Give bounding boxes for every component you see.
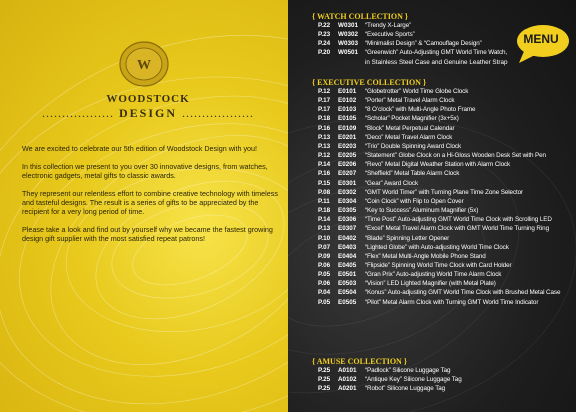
product-code: E0105 <box>338 115 357 123</box>
product-code: E0201 <box>338 133 357 141</box>
product-code: E0404 <box>338 252 357 260</box>
page-number: P.16 <box>318 124 331 132</box>
amuse-list <box>318 366 568 393</box>
product-name: “Gear” Award Clock <box>365 179 419 187</box>
product-code: E0405 <box>338 261 357 269</box>
product-name: “Globetrotter” World Time Globe Clock <box>365 88 469 95</box>
page-number: P.23 <box>318 31 331 39</box>
brand-design-word: DESIGN <box>118 106 177 120</box>
brand-name-line2 <box>28 106 268 121</box>
page-number: P.18 <box>318 115 331 123</box>
page-number: P.15 <box>318 179 331 187</box>
page-number: P.04 <box>318 289 331 297</box>
page-number: P.06 <box>318 280 331 288</box>
product-code: A0201 <box>338 385 357 393</box>
product-code: A0101 <box>338 367 357 374</box>
list-item <box>318 279 568 288</box>
list-item <box>318 133 568 142</box>
page-number: P.25 <box>318 385 331 393</box>
product-code: E0207 <box>338 170 357 178</box>
product-code: E0101 <box>338 88 357 95</box>
page-number: P.13 <box>318 225 331 233</box>
product-name-continued: in Stainless Steel Case and Genuine Leather Strap <box>365 58 508 66</box>
page-number: P.09 <box>318 252 331 260</box>
page-number: P.24 <box>318 40 331 48</box>
page-number: P.13 <box>318 133 331 141</box>
product-name: “Greenwich” Auto-Adjusting GMT World Time Watch, <box>365 49 508 57</box>
product-code: E0205 <box>338 152 357 160</box>
product-code: E0505 <box>338 298 357 306</box>
product-name: “Sheffield” Metal Table Alarm Clock <box>365 170 460 178</box>
product-code: E0402 <box>338 234 357 242</box>
product-name: “Porter” Metal Travel Alarm Clock <box>365 97 455 105</box>
product-name: “Pilot” Metal Alarm Clock with Turning GMT World Time Indicator <box>365 298 539 306</box>
list-item <box>318 39 568 48</box>
dots-right: .................. <box>182 106 254 120</box>
product-code: E0503 <box>338 280 357 288</box>
intro-paragraph-3: They represent our relentless effort to combine creative technology with timeless and tasteful designs. The result is a series of gifts to be appreciated by the recipient for a very long period of time. <box>22 189 278 216</box>
list-item <box>318 252 568 261</box>
page-number: P.25 <box>318 376 331 384</box>
product-name: “GMT World Timer” with Turning Plane Time Zone Selector <box>365 188 524 196</box>
page-number: P.07 <box>318 243 331 251</box>
product-code: E0403 <box>338 243 357 251</box>
list-item <box>318 21 568 30</box>
product-name: “Trio” Double Spinning Award Clock <box>365 142 461 150</box>
list-item <box>318 206 568 215</box>
page-number: P.18 <box>318 207 331 215</box>
menu-label: MENU <box>523 32 559 46</box>
list-item <box>318 270 568 279</box>
page-number: P.12 <box>318 88 331 95</box>
list-item <box>318 188 568 197</box>
list-item <box>318 261 568 270</box>
page-number: P.22 <box>318 22 331 29</box>
intro-text <box>22 144 284 252</box>
product-name: “Flex” Metal Multi-Angle Mobile Phone Stand <box>365 252 486 260</box>
product-code: A0102 <box>338 376 357 384</box>
product-code: E0307 <box>338 225 357 233</box>
executive-list <box>318 87 568 307</box>
page-number: P.06 <box>318 261 331 269</box>
list-item <box>318 234 568 243</box>
page-number: P.14 <box>318 216 331 224</box>
list-item <box>318 96 568 105</box>
svg-text:W: W <box>137 58 151 73</box>
dots-left: .................. <box>41 106 114 120</box>
page-number: P.05 <box>318 298 331 306</box>
section-title-watch: { WATCH COLLECTION } <box>312 12 409 21</box>
product-code: E0501 <box>338 271 357 279</box>
product-name: “Scholar” Pocket Magnifier (3x+5x) <box>365 115 459 123</box>
product-name: “Deco” Metal Travel Alarm Clock <box>365 133 453 141</box>
product-code: E0206 <box>338 161 357 169</box>
list-item <box>318 375 568 384</box>
list-item <box>318 224 568 233</box>
product-name: “Executive Sports” <box>365 31 415 39</box>
product-name: “Excel” Metal Travel Alarm Clock with GMT World Time Turning Ring <box>365 225 549 233</box>
product-code: E0203 <box>338 142 357 150</box>
product-name: “Vision” LED Lighted Magnifier (with Metal Plate) <box>365 280 496 288</box>
page-number: P.20 <box>318 49 331 57</box>
page-number: P.13 <box>318 142 331 150</box>
product-name: “Antique Key” Silicone Luggage Tag <box>365 376 462 384</box>
list-item <box>318 151 568 160</box>
product-name: “Konus” Auto-adjusting GMT World Time Clock with Brushed Metal Case <box>365 289 561 297</box>
page-number: P.14 <box>318 161 331 169</box>
page-number: P.17 <box>318 97 331 105</box>
product-code: E0301 <box>338 179 357 187</box>
product-code: E0306 <box>338 216 357 224</box>
list-item <box>318 114 568 123</box>
product-name: “Robot” Silicone Luggage Tag <box>365 385 446 393</box>
brand-name-line1: WOODSTOCK <box>106 93 190 105</box>
page-number: P.25 <box>318 367 331 374</box>
page-number: P.05 <box>318 271 331 279</box>
product-name: “Padlock” Silicone Luggage Tag <box>365 367 451 374</box>
product-name: “Trendy X-Large” <box>365 22 412 29</box>
list-item <box>318 87 568 96</box>
product-code: E0109 <box>338 124 357 132</box>
page-number: P.12 <box>318 152 331 160</box>
product-name: “Flipside” Spinning World Time Clock with Card Holder <box>365 261 512 269</box>
section-title-executive: { EXECUTIVE COLLECTION } <box>312 78 427 87</box>
intro-paragraph-4: Please take a look and find out by yourself why we became the fastest growing design gift supplier with the most satisfied repeat patrons! <box>22 225 273 243</box>
product-name: “Time Post” Auto-adjusting GMT World Time Clock with Scrolling LED <box>365 216 552 224</box>
product-name: “Statement” Globe Clock on a Hi-Gloss Wooden Desk Set with Pen <box>365 152 546 160</box>
product-name: “8 O’clock” with Multi-Angle Photo Frame <box>365 106 476 114</box>
page-number: P.11 <box>318 197 330 205</box>
intro-paragraph-1: We are excited to celebrate our 5th edition of Woodstock Design with you! <box>22 144 258 153</box>
list-item <box>318 179 568 188</box>
product-name: “Blade” Spinning Letter Opener <box>365 234 450 242</box>
product-name: “Key to Success” Aluminum Magnifier (5x) <box>365 207 479 215</box>
page-number: P.08 <box>318 188 331 196</box>
list-item <box>318 142 568 151</box>
watch-list <box>318 21 568 67</box>
list-item <box>318 160 568 169</box>
product-code: W0301 <box>338 22 358 29</box>
section-title-amuse: { AMUSE COLLECTION } <box>312 357 407 366</box>
list-item <box>318 124 568 133</box>
product-name: “Revo” Metal Digital Weather Station with Alarm Clock <box>365 161 511 169</box>
list-item <box>318 366 568 375</box>
page-number: P.17 <box>318 106 331 114</box>
list-item <box>318 298 568 307</box>
list-item <box>318 197 568 206</box>
product-code: E0304 <box>338 197 357 205</box>
product-code: E0103 <box>338 106 357 114</box>
intro-paragraph-2: In this collection we present to you over 30 innovative designs, from watches, electronic gadgets, metal gifts to classic awards. <box>22 162 268 180</box>
list-item <box>318 169 568 178</box>
product-code: E0302 <box>338 188 357 196</box>
product-name: “Minimalist Design” & “Camouflage Design” <box>365 40 482 48</box>
page-number: P.16 <box>318 170 331 178</box>
product-code: W0302 <box>338 31 358 39</box>
product-name: “Gran Prix” Auto-adjusting World Time Alarm Clock <box>365 271 502 279</box>
product-code: W0303 <box>338 40 358 48</box>
product-name: “Coin Clock” with Flip to Open Cover <box>365 197 464 205</box>
product-name: “Block” Metal Perpetual Calendar <box>365 124 455 132</box>
list-item <box>318 384 568 393</box>
product-code: E0305 <box>338 207 357 215</box>
product-name: “Lighted Globe” with Auto-adjusting World Time Clock <box>365 243 509 251</box>
list-item <box>318 215 568 224</box>
list-item <box>318 105 568 114</box>
page-number: P.10 <box>318 234 331 242</box>
list-item <box>318 48 568 57</box>
product-code: E0102 <box>338 97 357 105</box>
product-code: W0501 <box>338 49 358 57</box>
woodstock-logo-icon <box>118 40 170 88</box>
list-item <box>318 288 568 297</box>
list-item <box>318 30 568 39</box>
list-item <box>318 243 568 252</box>
product-code: E0504 <box>338 289 357 297</box>
